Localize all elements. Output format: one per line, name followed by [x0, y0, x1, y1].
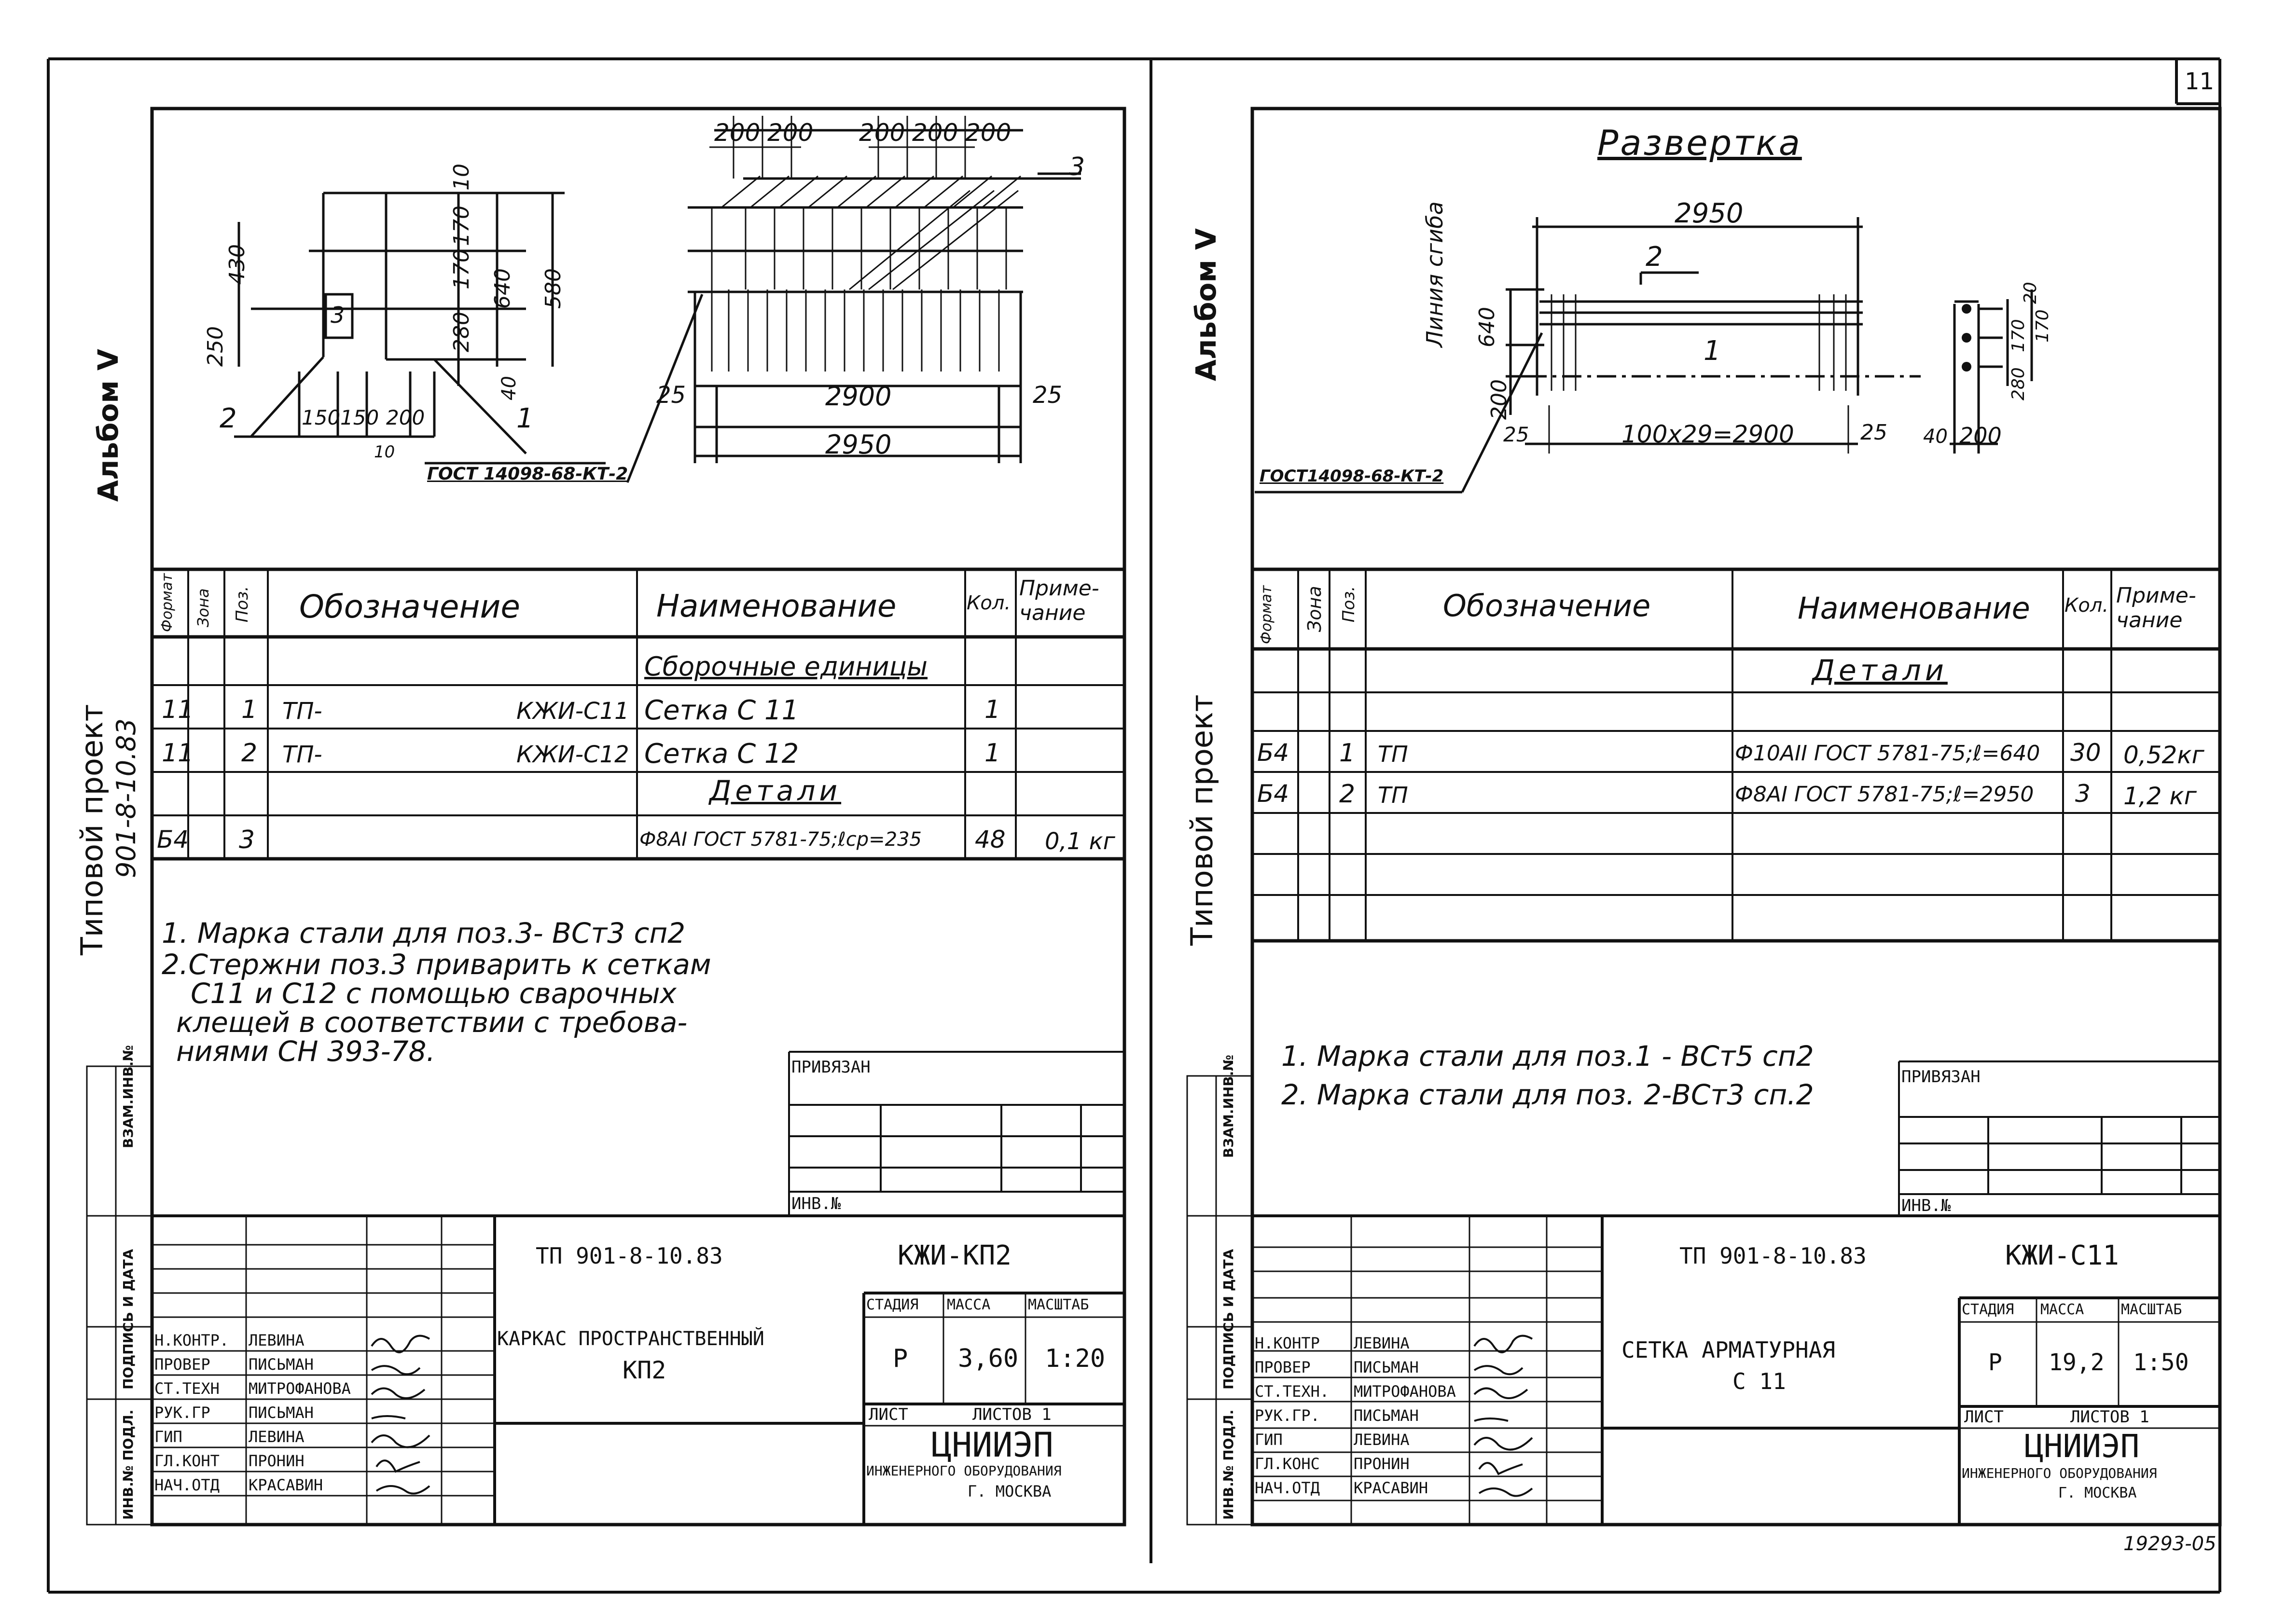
right-inv-podl: ИНВ.№ ПОДЛ.: [1220, 1409, 1236, 1520]
right-stage-h: СТАДИЯ: [1962, 1301, 2014, 1318]
left-sheets: ЛИСТОВ 1: [972, 1405, 1052, 1424]
dim-sec-580: 580: [541, 268, 566, 309]
left-note-2: 2.Стержни поз.3 приварить к сеткам: [162, 948, 711, 981]
right-row2-note: 1,2 кг: [2123, 782, 2197, 810]
right-row1-name: Ф10АII ГОСТ 5781-75;ℓ=640: [1735, 741, 2040, 766]
right-staff-name: ПИСЬМАН: [1354, 1406, 1419, 1425]
right-title-2: С 11: [1732, 1368, 1786, 1394]
right-staff-role: ГЛ.КОНС: [1255, 1455, 1320, 1473]
right-s170a: 170: [2009, 319, 2028, 352]
dim-sec-10: 10: [449, 164, 474, 191]
left-row3-name: Ф8АI ГОСТ 5781-75;ℓср=235: [639, 828, 922, 851]
dim-sec-150b: 150: [340, 406, 379, 429]
right-th-pos: Поз.: [1339, 586, 1358, 622]
right-staff-name: ЛЕВИНА: [1354, 1431, 1410, 1449]
right-th-name: Наименование: [1798, 591, 2030, 626]
left-row1-des-a: ТП-: [282, 698, 322, 725]
left-side-album: Альбом V: [92, 349, 125, 502]
right-d200: 200: [1959, 423, 2002, 449]
left-row2-name: Сетка С 12: [644, 738, 799, 770]
left-row2-des-a: ТП-: [282, 741, 322, 768]
right-h200: 200: [1487, 379, 1511, 420]
left-podpis: ПОДПИСЬ И ДАТА: [120, 1249, 136, 1390]
dim-top-1: 200: [714, 119, 761, 147]
left-staff-role: ГЛ.КОНТ: [154, 1452, 220, 1470]
right-s280: 280: [2009, 367, 2028, 400]
right-row1-pos: 1: [1339, 739, 1356, 768]
right-callout-1: 1: [1704, 335, 1721, 367]
left-row3-format: Б4: [157, 826, 189, 853]
left-org-1: ЦНИИЭП: [931, 1425, 1053, 1465]
left-staff-role: НАЧ.ОТД: [154, 1476, 220, 1494]
callout-1-section: 1: [516, 403, 534, 434]
left-row1-format: 11: [162, 695, 194, 724]
left-staff-role: РУК.ГР: [154, 1404, 210, 1422]
right-org-3: Г. МОСКВА: [2058, 1485, 2137, 1501]
callout-2-section: 2: [220, 403, 237, 434]
left-th-name: Наименование: [656, 589, 897, 624]
callout-3-top: 3: [1069, 152, 1085, 181]
left-th-note: Приме- чание: [1019, 576, 1099, 625]
left-note-4: клещей в соответствии с требова-: [176, 1006, 688, 1039]
right-bend-line: Линия сгиба: [1422, 201, 1448, 347]
left-row2-des-b: КЖИ-С12: [516, 741, 629, 768]
left-staff-name: ПРОНИН: [249, 1452, 305, 1470]
right-staff-role: СТ.ТЕХН.: [1255, 1382, 1330, 1401]
dim-sec-280: 280: [449, 312, 474, 352]
left-staff-name: ПИСЬМАН: [249, 1404, 314, 1422]
left-row1-name: Сетка С 11: [644, 695, 799, 726]
right-staff-role: НАЧ.ОТД: [1255, 1479, 1320, 1497]
left-row3-qty: 48: [975, 826, 1006, 853]
right-row1-qty: 30: [2070, 739, 2101, 767]
dim-sec-150a: 150: [302, 406, 341, 429]
left-staff-role: СТ.ТЕХН: [154, 1379, 220, 1398]
left-mass: 3,60: [958, 1344, 1019, 1373]
left-staff-role: Н.КОНТР.: [154, 1331, 229, 1349]
right-inv-no: ИНВ.№: [1901, 1196, 1951, 1215]
dim-top-3: 200: [859, 119, 905, 147]
right-mass-h: МАССА: [2040, 1301, 2084, 1318]
right-staff-name: КРАСАВИН: [1354, 1479, 1428, 1497]
left-code: ТП 901-8-10.83: [536, 1243, 723, 1269]
page-number: 11: [2185, 68, 2215, 95]
right-sheet: ЛИСТ: [1964, 1407, 2004, 1427]
right-vzam-inv: ВЗАМ.ИНВ.№: [1220, 1055, 1236, 1158]
right-staff-name: МИТРОФАНОВА: [1354, 1382, 1456, 1401]
right-section-details: Детали: [1812, 654, 1948, 688]
stamp-number: 19293-05: [2123, 1533, 2217, 1555]
dim-frame-2950: 2950: [825, 429, 892, 460]
dim-frame-25b: 25: [1033, 382, 1063, 409]
right-staff-name: ЛЕВИНА: [1354, 1334, 1410, 1352]
left-inv-no: ИНВ.№: [791, 1194, 841, 1213]
left-staff-name: ПИСЬМАН: [249, 1355, 314, 1374]
left-row3-note: 0,1 кг: [1045, 828, 1115, 855]
right-code: ТП 901-8-10.83: [1679, 1243, 1867, 1269]
right-callout-2: 2: [1646, 241, 1663, 273]
left-stage-h: СТАДИЯ: [866, 1296, 919, 1313]
right-mass: 19,2: [2049, 1349, 2105, 1376]
dim-sec-40: 40: [498, 376, 520, 400]
left-th-pos: Поз.: [233, 586, 252, 622]
right-title-1: СЕТКА АРМАТУРНАЯ: [1621, 1337, 1836, 1363]
left-note-1: 1. Марка стали для поз.3- ВСт3 сп2: [162, 917, 686, 950]
left-staff-role: ГИП: [154, 1428, 182, 1446]
left-row2-format: 11: [162, 739, 194, 768]
left-row2-qty: 1: [984, 739, 1001, 768]
right-th-note: Приме- чание: [2116, 583, 2196, 633]
dim-top-5: 200: [965, 119, 1011, 147]
left-th-designation: Обозначение: [299, 588, 520, 625]
right-staff-role: Н.КОНТР: [1255, 1334, 1320, 1352]
left-sheet: ЛИСТ: [869, 1405, 908, 1424]
right-row1-des: ТП: [1378, 741, 1408, 767]
left-staff-name: ЛЕВИНА: [249, 1428, 305, 1446]
left-scale: 1:20: [1045, 1344, 1106, 1373]
left-row1-qty: 1: [984, 695, 1001, 724]
right-dim-width: 2950: [1675, 198, 1744, 229]
right-row2-pos: 2: [1339, 780, 1356, 809]
right-org-2: ИНЖЕНЕРНОГО ОБОРУДОВАНИЯ: [1962, 1465, 2157, 1481]
right-s20: 20: [2021, 282, 2040, 304]
callout-3-section: 3: [331, 302, 345, 328]
dim-sec-200: 200: [386, 406, 425, 429]
left-scale-h: МАСШТАБ: [1028, 1296, 1089, 1313]
right-row2-des: ТП: [1378, 782, 1408, 808]
left-mark: КЖИ-КП2: [898, 1240, 1012, 1271]
right-h640: 640: [1475, 307, 1499, 347]
dim-sec-170b: 170: [449, 249, 474, 289]
left-section-details: Детали: [709, 774, 842, 807]
right-staff-name: ПИСЬМАН: [1354, 1358, 1419, 1376]
right-staff-name: ПРОНИН: [1354, 1455, 1410, 1473]
right-side-project: Типовой проект: [1184, 694, 1219, 946]
left-staff-role: ПРОВЕР: [154, 1355, 210, 1374]
right-side-album: Альбом V: [1190, 228, 1222, 381]
right-org-1: ЦНИИЭП: [2024, 1428, 2140, 1465]
right-sheets: ЛИСТОВ 1: [2070, 1407, 2149, 1427]
left-inv-podl: ИНВ.№ ПОДЛ.: [120, 1409, 136, 1520]
left-th-zone: Зона: [194, 588, 212, 627]
right-note-1: 1. Марка стали для поз.1 - ВСт5 сп2: [1281, 1040, 1814, 1073]
right-row1-format: Б4: [1257, 739, 1289, 767]
dim-sec-640: 640: [490, 268, 515, 309]
left-staff-name: ЛЕВИНА: [249, 1331, 305, 1349]
left-section-assemblies: Сборочные единицы: [644, 651, 928, 682]
right-th-designation: Обозначение: [1443, 588, 1651, 623]
right-row2-qty: 3: [2075, 780, 2091, 808]
left-stage: Р: [893, 1344, 908, 1373]
right-th-format: Формат: [1258, 585, 1275, 644]
right-privyazan: ПРИВЯЗАН: [1901, 1067, 1981, 1087]
left-row2-pos: 2: [241, 739, 258, 768]
dim-sec-170a: 170: [449, 206, 474, 246]
right-note-2: 2. Марка стали для поз. 2-ВСт3 сп.2: [1281, 1078, 1814, 1111]
left-privyazan: ПРИВЯЗАН: [791, 1058, 871, 1077]
right-d40: 40: [1923, 426, 1948, 448]
dim-frame-25a: 25: [656, 382, 686, 409]
left-row1-des-b: КЖИ-С11: [516, 698, 629, 725]
right-mark: КЖИ-С11: [2005, 1240, 2120, 1271]
right-row2-format: Б4: [1257, 780, 1289, 808]
right-staff-role: РУК.ГР.: [1255, 1406, 1320, 1425]
dim-frame-2900: 2900: [825, 381, 892, 412]
right-stage: Р: [1988, 1349, 2002, 1376]
left-staff-name: МИТРОФАНОВА: [249, 1379, 351, 1398]
left-mass-h: МАССА: [947, 1296, 991, 1313]
left-vzam-inv: ВЗАМ.ИНВ.№: [120, 1045, 136, 1148]
right-th-zone: Зона: [1304, 586, 1325, 632]
left-staff-name: КРАСАВИН: [249, 1476, 323, 1494]
left-row1-pos: 1: [241, 695, 258, 724]
right-row2-name: Ф8АI ГОСТ 5781-75;ℓ=2950: [1735, 782, 2034, 807]
left-side-code: 901-8-10.83: [111, 718, 141, 878]
right-s170b: 170: [2033, 309, 2052, 343]
dim-sec-250: 250: [203, 326, 228, 367]
right-scale-h: МАСШТАБ: [2121, 1301, 2182, 1318]
right-d25a: 25: [1503, 423, 1529, 446]
left-title-1: КАРКАС ПРОСТРАНСТВЕННЫЙ: [497, 1328, 764, 1350]
left-gost-label: ГОСТ 14098-68-КТ-2: [427, 464, 628, 484]
right-row1-note: 0,52кг: [2123, 741, 2204, 769]
right-scale: 1:50: [2133, 1349, 2189, 1376]
right-staff-role: ПРОВЕР: [1255, 1358, 1311, 1376]
left-title-2: КП2: [623, 1356, 666, 1384]
left-note-3: С11 и С12 с помощью сварочных: [191, 977, 677, 1010]
right-gost-label: ГОСТ14098-68-КТ-2: [1260, 467, 1444, 486]
left-side-project: Типовой проект: [74, 704, 110, 955]
right-podpis: ПОДПИСЬ И ДАТА: [1220, 1249, 1236, 1390]
left-note-5: ниями СН 393-78.: [176, 1035, 435, 1068]
dim-top-4: 200: [912, 119, 958, 147]
left-org-3: Г. МОСКВА: [968, 1482, 1052, 1500]
right-span: 100x29=2900: [1621, 420, 1794, 448]
dim-sec-430: 430: [225, 244, 249, 285]
right-th-qty: Кол.: [2064, 594, 2109, 617]
right-drawing-title: Развертка: [1597, 123, 1802, 163]
dim-sec-10b: 10: [374, 442, 395, 462]
left-org-2: ИНЖЕНЕРНОГО ОБОРУДОВАНИЯ: [866, 1463, 1062, 1479]
left-th-format: Формат: [159, 573, 176, 632]
dim-top-2: 200: [767, 119, 814, 147]
right-d25b: 25: [1860, 420, 1887, 445]
right-staff-role: ГИП: [1255, 1431, 1283, 1449]
left-th-qty: Кол.: [967, 592, 1011, 614]
left-row3-pos: 3: [239, 826, 255, 854]
